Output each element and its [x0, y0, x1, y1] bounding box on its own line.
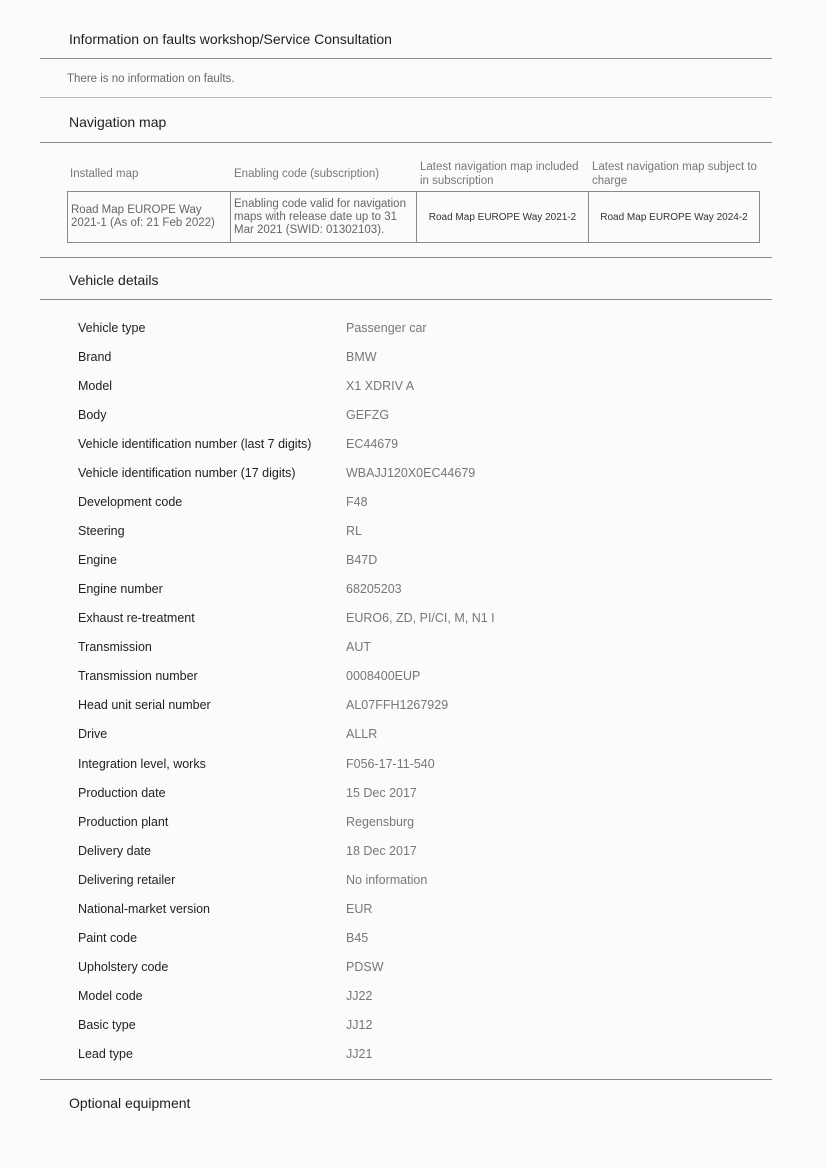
vehicle-detail-value: GEFZG — [346, 408, 390, 423]
vehicle-detail-row — [78, 695, 758, 715]
vehicle-detail-row — [78, 666, 758, 686]
vehicle-detail-label: Lead type — [78, 1046, 133, 1061]
vehicle-detail-label: Steering — [78, 524, 125, 539]
vehicle-detail-label: Vehicle identification number (last 7 digits) — [78, 437, 312, 452]
vehicle-detail-value: AUT — [346, 640, 371, 655]
faults-message: There is no information on faults. — [67, 73, 235, 85]
divider — [40, 299, 772, 300]
vehicle-detail-value: 18 Dec 2017 — [346, 843, 417, 858]
vehicle-detail-label: Production date — [78, 785, 166, 800]
vehicle-detail-value: RL — [346, 524, 362, 539]
vehicle-detail-value: No information — [346, 872, 428, 887]
vehicle-detail-row — [78, 550, 758, 570]
vehicle-section-title: Vehicle details — [69, 272, 159, 288]
vehicle-detail-label: National-market version — [78, 901, 210, 916]
vehicle-detail-row — [78, 1015, 758, 1035]
vehicle-detail-label: Basic type — [78, 1017, 136, 1032]
vehicle-detail-value: WBAJJ120X0EC44679 — [346, 466, 476, 481]
vehicle-detail-label: Delivery date — [78, 843, 151, 858]
vehicle-detail-value: X1 XDRIV A — [346, 379, 415, 394]
vehicle-detail-row — [78, 608, 758, 628]
navigation-section-title: Navigation map — [69, 114, 167, 130]
vehicle-detail-label: Vehicle identification number (17 digits) — [78, 466, 296, 481]
vehicle-detail-row — [78, 754, 758, 774]
vehicle-detail-value: 68205203 — [346, 582, 402, 597]
divider — [40, 257, 772, 258]
vehicle-detail-value: B47D — [346, 553, 378, 568]
vehicle-detail-label: Transmission number — [78, 669, 198, 684]
vehicle-detail-label: Delivering retailer — [78, 872, 176, 887]
vehicle-detail-value: B45 — [346, 930, 369, 945]
vehicle-detail-row — [78, 579, 758, 599]
vehicle-detail-value: EC44679 — [346, 437, 399, 452]
vehicle-detail-value: EURO6, ZD, PI/CI, M, N1 I — [346, 611, 495, 626]
vehicle-detail-label: Exhaust re-treatment — [78, 611, 195, 626]
header-enabling-code: Enabling code (subscription) — [234, 168, 380, 180]
vehicle-detail-value: BMW — [346, 350, 377, 364]
vehicle-detail-row — [78, 783, 758, 803]
vehicle-detail-value: EUR — [346, 901, 373, 916]
vehicle-detail-row — [78, 376, 758, 396]
vehicle-detail-label: Development code — [78, 495, 183, 510]
vehicle-detail-value: Regensburg — [346, 814, 415, 829]
header-latest-included: Latest navigation map included in subscription — [420, 161, 579, 187]
vehicle-detail-row — [78, 405, 758, 425]
vehicle-detail-row — [78, 841, 758, 861]
header-installed-map: Installed map — [70, 168, 139, 180]
vehicle-detail-value: Passenger car — [346, 321, 427, 335]
vehicle-detail-label: Head unit serial number — [78, 698, 211, 713]
vehicle-detail-label: Model — [78, 379, 113, 394]
vehicle-detail-row — [78, 463, 758, 483]
vehicle-detail-row — [78, 899, 758, 919]
vehicle-detail-label: Vehicle type — [78, 321, 146, 335]
vehicle-detail-label: Production plant — [78, 814, 169, 829]
vehicle-detail-row — [78, 347, 758, 367]
vehicle-detail-row — [78, 928, 758, 948]
vehicle-detail-value: F056-17-11-540 — [346, 756, 435, 771]
cell-enabling-code: Enabling code valid for navigation maps with release date up to 31 Mar 2021 (SWID: 01302103). — [231, 192, 417, 242]
vehicle-detail-value: JJ12 — [346, 1017, 373, 1032]
vehicle-detail-row — [78, 434, 758, 454]
vehicle-detail-value: ALLR — [346, 727, 378, 742]
cell-latest-included: Road Map EUROPE Way 2021-2 — [417, 192, 589, 242]
vehicle-detail-label: Model code — [78, 988, 143, 1003]
vehicle-detail-label: Transmission — [78, 640, 152, 655]
faults-section-title: Information on faults workshop/Service Consultation — [69, 31, 392, 47]
vehicle-detail-row — [78, 521, 758, 541]
vehicle-detail-row — [78, 812, 758, 832]
vehicle-detail-label: Upholstery code — [78, 959, 169, 974]
vehicle-detail-label: Drive — [78, 727, 108, 742]
vehicle-detail-row — [78, 1044, 758, 1064]
vehicle-detail-value: JJ21 — [346, 1046, 373, 1061]
vehicle-detail-row — [78, 957, 758, 977]
vehicle-detail-label: Brand — [78, 350, 112, 364]
divider — [40, 97, 772, 98]
vehicle-detail-label: Body — [78, 408, 107, 423]
vehicle-detail-row — [78, 637, 758, 657]
cell-latest-charge: Road Map EUROPE Way 2024-2 — [600, 211, 748, 223]
vehicle-detail-row — [78, 492, 758, 512]
divider — [40, 1079, 772, 1080]
header-latest-charge: Latest navigation map subject to charge — [592, 161, 757, 187]
vehicle-detail-label: Engine — [78, 553, 117, 568]
vehicle-detail-row — [78, 986, 758, 1006]
vehicle-detail-value: AL07FFH1267929 — [346, 698, 449, 713]
vehicle-detail-label: Engine number — [78, 582, 163, 597]
vehicle-detail-row — [78, 724, 758, 744]
cell-installed-map: Road Map EUROPE Way 2021-1 (As of: 21 Feb 2022) — [68, 192, 231, 242]
vehicle-detail-value: 0008400EUP — [346, 669, 421, 684]
vehicle-detail-value: 15 Dec 2017 — [346, 785, 417, 800]
vehicle-detail-row — [78, 318, 758, 338]
optional-section-title: Optional equipment — [69, 1095, 191, 1111]
vehicle-detail-value: F48 — [346, 495, 368, 510]
vehicle-detail-value: PDSW — [346, 959, 384, 974]
navigation-table-row — [67, 191, 760, 243]
vehicle-detail-label: Integration level, works — [78, 756, 206, 771]
vehicle-detail-row — [78, 870, 758, 890]
divider — [40, 58, 772, 59]
vehicle-detail-label: Paint code — [78, 930, 138, 945]
vehicle-detail-value: JJ22 — [346, 988, 373, 1003]
divider — [40, 142, 772, 143]
